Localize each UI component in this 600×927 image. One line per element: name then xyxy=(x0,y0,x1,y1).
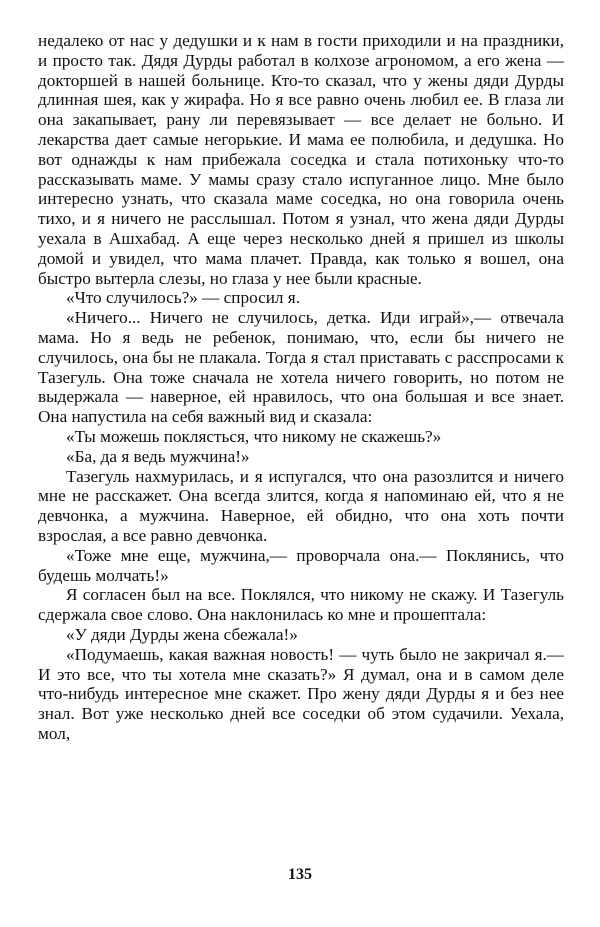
paragraph: «Ты можешь поклясться, что никому не скажешь?» xyxy=(66,426,442,446)
page-number: 135 xyxy=(288,866,312,883)
paragraph: «Что случилось?» — спросил я. xyxy=(66,288,300,308)
paragraph: Тазегуль нахмурилась, и я испугался, что она разозлится и ничего мне не расскажет. Она всегда злится, когда я напоминаю ей, что я не девчонка, а мужчина. Наверное, ей обидно, что она хоть почти взрослая, а все равно девчонка. xyxy=(38,466,564,545)
paragraph: Я согласен был на все. Поклялся, что никому не скажу. И Тазегуль сдержала свое слово. Она наклонилась ко мне и прошептала: xyxy=(38,585,564,625)
paragraph: недалеко от нас у дедушки и к нам в гости приходили и на праздники, и просто так. Дядя Дурды работал в колхозе агрономом, а его жена — докторшей в нашей больнице. Кто-то сказал, что у жены дяди Дурды длинная шея, как у жирафа. Но я все равно очень любил ее. В глаза ли она закапывает, рану ли перевязывает — все делает не больно. И лекарства дает самые негорькие. И мама ее полюбила, и дедушка. Но вот однажды к нам прибежала соседка и стала потихоньку что-то рассказывать маме. У мамы сразу стало испуганное лицо. Мне было интересно узнать, что сказала маме соседка, но она говорила очень тихо, и я ничего не расслышал. Потом я узнал, что жена дяди Дурды уехала в Ашхабад. А еще через несколько дней я пришел из школы домой и увидел, что мама плачет. Правда, как только я вошел, она быстро вытерла слезы, но глаза у нее были красные. xyxy=(38,31,564,288)
paragraph: «Ба, да я ведь мужчина!» xyxy=(66,446,250,466)
paragraph: «Подумаешь, какая важная новость! — чуть было не закричал я.— И это все, что ты хотела мне сказать?» Я думал, она и в самом деле что-нибудь интересное мне скажет. Про жену дяди Дурды я и без нее знал. Вот уже несколько дней все соседки об этом судачили. Уехала, мол, xyxy=(38,644,564,743)
paragraph: «У дяди Дурды жена сбежала!» xyxy=(66,624,298,644)
paragraph: «Ничего... Ничего не случилось, детка. Иди играй»,— отвечала мама. Но я ведь не ребенок, понимаю, что, если бы ничего не случилось, она бы не плакала. Тогда я стал приставать с расспросами к Тазегуль. Она тоже сначала не хотела ничего говорить, но потом не выдержала — наверное, ей нравилось, что она большая и все знает. Она напустила на себя важный вид и сказала: xyxy=(38,308,564,427)
paragraph: «Тоже мне еще, мужчина,— проворчала она.— Поклянись, что будешь молчать!» xyxy=(38,545,564,585)
book-page-text xyxy=(38,31,564,744)
